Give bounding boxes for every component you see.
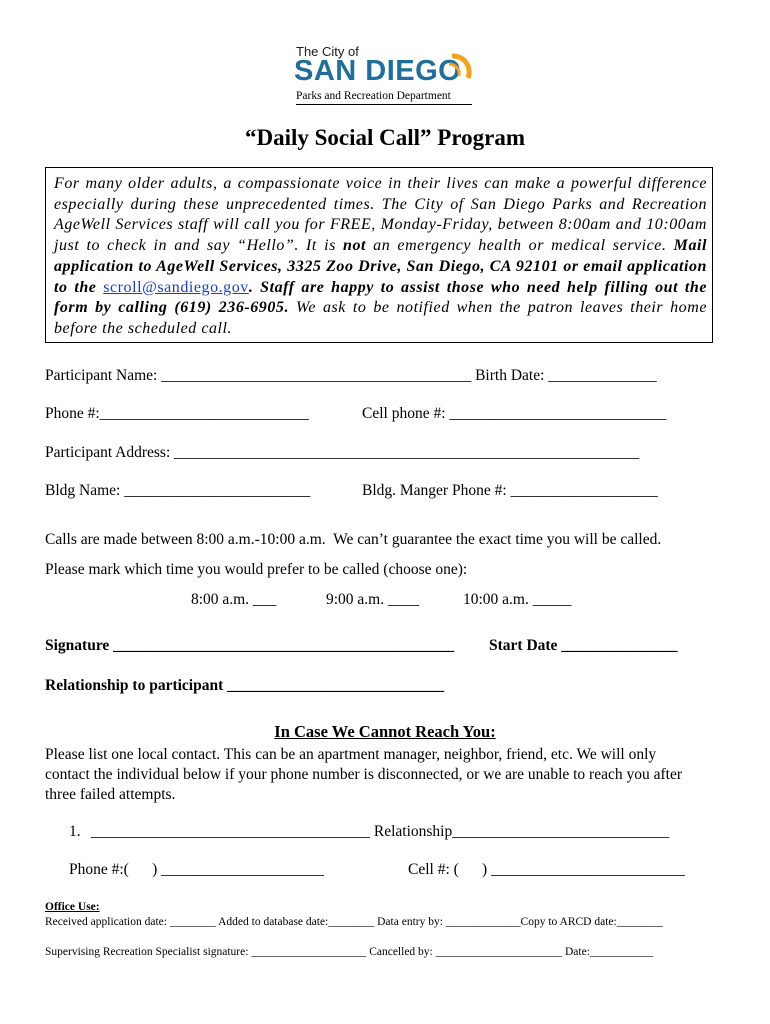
contact-cell-field[interactable]: Cell #: ( ) _________________________ xyxy=(408,861,685,878)
intro-part-1: For many older adults, a compassionate voice in their lives can make a powerful difference especially during these unprecedented times. The City of San Diego Parks and Recreation AgeWell Services staff will call you for FREE, Monday-Friday, between 8:00am and 10:00am just to check in and say “Hello”. It is xyxy=(54,175,707,255)
intro-mail: Mail application to AgeWell Services, 3325 Zoo Drive, San Diego, CA 92101 or email application to the xyxy=(54,237,707,296)
sun-logo-icon xyxy=(446,52,476,92)
intro-assist: . Staff are happy to assist those who need help filling out the form by calling (619) 236-6905. xyxy=(54,278,707,317)
office-use-row-2: Supervising Recreation Specialist signature: ____________________ Cancelled by: ______________________ Date:___________ xyxy=(45,946,654,958)
logo-city-line: The City of xyxy=(296,44,359,59)
participant-name-field[interactable]: Participant Name: ________________________________________ Birth Date: ______________ xyxy=(45,367,657,384)
intro-not: not xyxy=(343,237,366,255)
contact-item-number: 1. xyxy=(69,823,81,840)
office-use-row-1: Received application date: ________ Added to database date:________ Data entry by: _____________Copy to ARCD date:________ xyxy=(45,916,663,928)
office-use-heading: Office Use: xyxy=(45,901,100,913)
logo-department: Parks and Recreation Department xyxy=(296,90,451,102)
signature-field[interactable]: Signature ____________________________________________ xyxy=(45,637,455,654)
contact-text-line-3: three failed attempts. xyxy=(45,786,176,803)
contact-text-line-1: Please list one local contact. This can be an apartment manager, neighbor, friend, etc. We will only xyxy=(45,746,657,763)
calls-note: Calls are made between 8:00 a.m.-10:00 a.m. We can’t guarantee the exact time you will be called. xyxy=(45,531,662,548)
contact-heading: In Case We Cannot Reach You: xyxy=(274,722,496,741)
prefer-time-prompt: Please mark which time you would prefer to be called (choose one): xyxy=(45,561,468,578)
contact-name-relationship-field[interactable]: ____________________________________ Relationship____________________________ xyxy=(91,823,670,840)
contact-text-line-2: contact the individual below if your phone number is disconnected, or we are unable to reach you after xyxy=(45,766,682,783)
bldg-name-field[interactable]: Bldg Name: ________________________ xyxy=(45,482,311,499)
participant-address-field[interactable]: Participant Address: ____________________________________________________________ xyxy=(45,444,640,461)
email-link[interactable]: scroll@sandiego.gov xyxy=(103,278,249,296)
start-date-field[interactable]: Start Date _______________ xyxy=(489,637,678,654)
cell-phone-field[interactable]: Cell phone #: ____________________________ xyxy=(362,405,667,422)
logo-rule xyxy=(296,104,472,105)
intro-end: We ask to be notified when the patron leaves their home before the scheduled call. xyxy=(54,299,707,337)
bldg-manager-phone-field[interactable]: Bldg. Manger Phone #: ___________________ xyxy=(362,482,658,499)
time-option-9am[interactable]: 9:00 a.m. ____ xyxy=(326,591,419,608)
intro-part-2: an emergency health or medical service. xyxy=(366,237,674,255)
intro-text xyxy=(54,174,707,340)
page-title: “Daily Social Call” Program xyxy=(244,125,526,150)
logo-city-name: SAN DIEGO xyxy=(294,55,462,87)
phone-field[interactable]: Phone #:___________________________ xyxy=(45,405,309,422)
city-logo xyxy=(292,44,482,108)
time-option-10am[interactable]: 10:00 a.m. _____ xyxy=(463,591,572,608)
relationship-field[interactable]: Relationship to participant ____________________________ xyxy=(45,677,445,694)
time-option-8am[interactable]: 8:00 a.m. ___ xyxy=(191,591,277,608)
contact-phone-field[interactable]: Phone #:( ) _____________________ xyxy=(69,861,324,878)
